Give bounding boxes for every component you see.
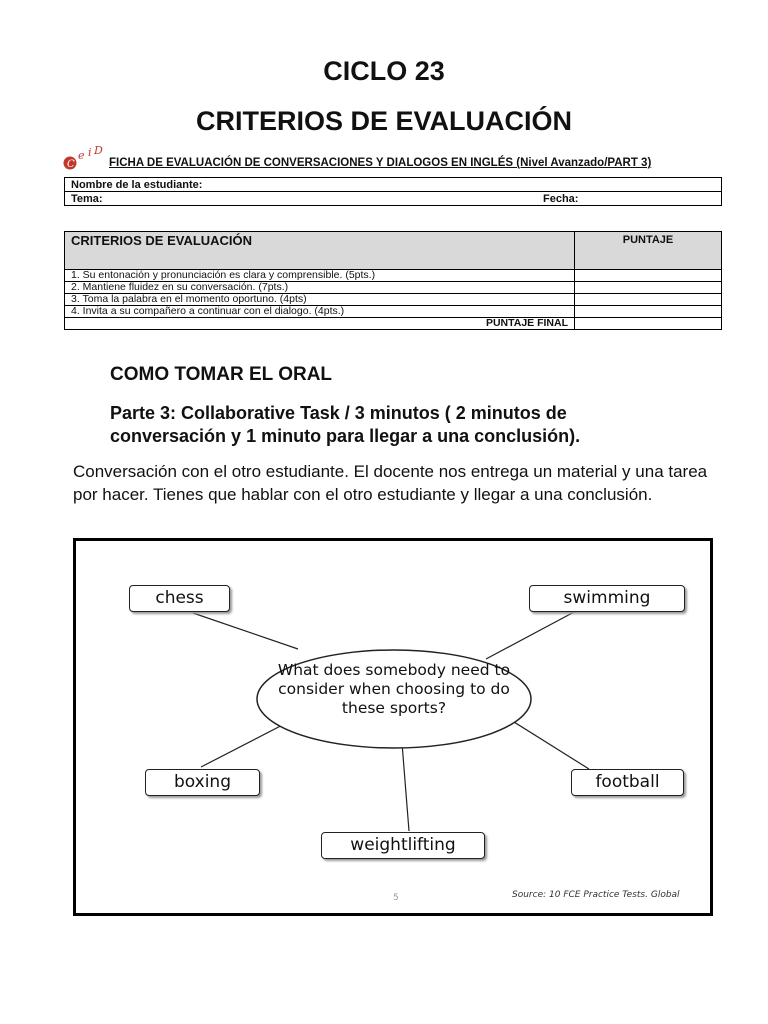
connector-line [193, 613, 298, 649]
connector-line [506, 717, 589, 769]
svg-text:e: e [78, 149, 85, 162]
svg-text:D: D [94, 146, 103, 157]
task-description: Conversación con el otro estudiante. El docente nos entrega un material y una tarea por hacer. Tienes que hablar con el otro estudiante y llegar a una conclusión. [73, 462, 708, 504]
final-score-cell[interactable] [575, 318, 722, 330]
connector-line [486, 611, 576, 659]
svg-text:C: C [67, 159, 75, 170]
student-name-label: Nombre de la estudiante: [65, 178, 722, 192]
part-description: Parte 3: Collaborative Task / 3 minutos ( 2 minutos de conversación y 1 minuto para llegar a una conclusión). [110, 403, 581, 446]
option-weightlifting: weightlifting [321, 832, 485, 859]
cycle-title: CICLO 23 [323, 56, 445, 86]
topic-label: Tema: [65, 192, 538, 206]
option-boxing: boxing [145, 769, 260, 796]
score-header: PUNTAJE [575, 232, 722, 270]
score-cell[interactable] [575, 294, 722, 306]
criteria-item: 4. Invita a su compañero a continuar con el dialogo. (4pts.) [65, 306, 575, 318]
score-cell[interactable] [575, 270, 722, 282]
page-title: CRITERIOS DE EVALUACIÓN [195, 106, 573, 136]
criteria-table [64, 231, 722, 330]
score-cell[interactable] [575, 282, 722, 294]
page-number: 5 [393, 893, 399, 903]
criteria-item: 2. Mantiene fluidez en su conversación. (7pts.) [65, 282, 575, 294]
option-football: football [571, 769, 684, 796]
score-cell[interactable] [575, 306, 722, 318]
section-heading: COMO TOMAR EL ORAL [110, 364, 333, 385]
connector-line [402, 743, 409, 831]
ceid-logo [62, 146, 110, 172]
source-note: Source: 10 FCE Practice Tests. Global [512, 890, 680, 900]
criteria-item: 3. Toma la palabra en el momento oportuno. (4pts) [65, 294, 575, 306]
option-chess: chess [129, 585, 230, 612]
svg-text:i: i [88, 146, 92, 159]
center-question: What does somebody need to consider when choosing to do these sports? [277, 661, 511, 717]
option-swimming: swimming [529, 585, 685, 612]
criteria-header: CRITERIOS DE EVALUACIÓN [65, 232, 575, 270]
student-info-table [64, 177, 722, 206]
final-score-label: PUNTAJE FINAL [65, 318, 575, 330]
criteria-item: 1. Su entonación y pronunciación es clara y comprensible. (5pts.) [65, 270, 575, 282]
discussion-diagram [73, 538, 713, 916]
date-label: Fecha: [537, 192, 722, 206]
form-title: FICHA DE EVALUACIÓN DE CONVERSACIONES Y DIALOGOS EN INGLÉS (Nivel Avanzado/PART 3) [109, 157, 652, 169]
